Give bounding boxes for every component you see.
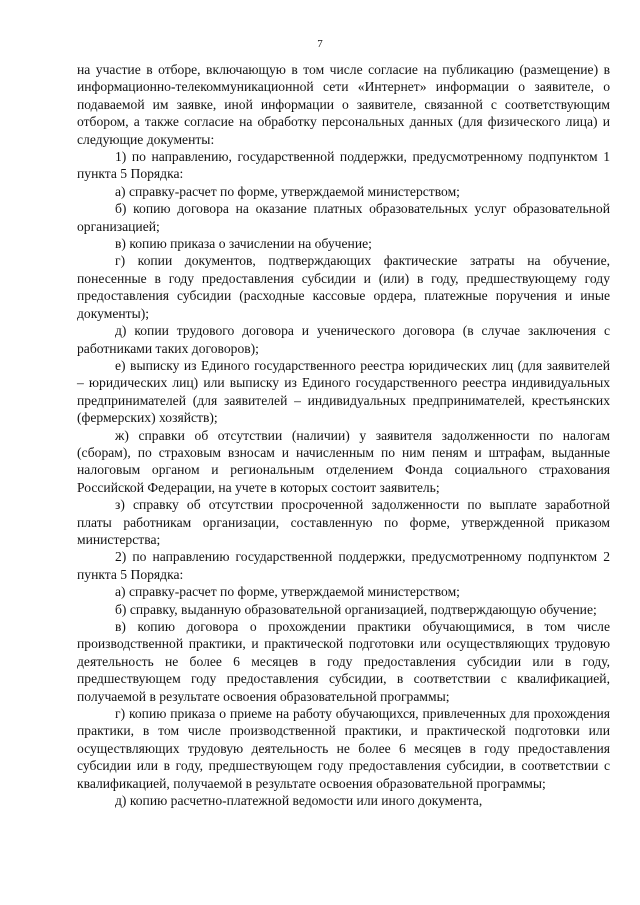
paragraph-1a-calculation: а) справку-расчет по форме, утверждаемой министерством;: [115, 183, 460, 199]
paragraph-1v-enrollment-order: в) копию приказа о зачислении на обучение;: [115, 236, 372, 252]
paragraph-consent-continuation: на участие в отборе, включающую в том числе согласие на публикацию (размещение) в информационно-телекоммуникационной сети «Интернет» информации о заявителе, о подаваемой им заявке, иной информации о заявителе, связанной с соответствующим отбором, а также согласие на обработку персональных данных (для физического лица) и следующие документы:: [77, 62, 610, 147]
paragraph-2b-education-certificate: б) справку, выданную образовательной организацией, подтверждающую обучение;: [115, 601, 597, 617]
paragraph-direction-2: 2) по направлению государственной поддержки, предусмотренному подпунктом 2 пункта 5 Порядка:: [77, 549, 610, 582]
paragraph-2a-calculation: а) справку-расчет по форме, утверждаемой министерством;: [115, 584, 460, 600]
paragraph-1e-registry-extract: е) выписку из Единого государственного реестра юридических лиц (для заявителей – юридических лиц) или выписку из Единого государственного реестра индивидуальных предпринимателей (для заявителей – индивидуальных предпринимателей, крестьянских (фермерских) хозяйств);: [77, 357, 610, 426]
paragraph-1z-salary-arrears: з) справку об отсутствии просроченной задолженности по выплате заработной платы работникам организации, составленную по форме, утвержденной приказом министерства;: [77, 497, 610, 547]
paragraph-2v-practice-contract: в) копию договора о прохождении практики обучающимися, в том числе производственной практики, и практической подготовки или осуществляющих трудовую деятельность не более 6 месяцев в году предоставления субсидии или в году, предшествующем году предоставления субсидии, в соответствии с квалификацией, получаемой в результате освоения образовательной программы;: [77, 619, 610, 704]
document-body: [77, 61, 610, 809]
paragraph-2d-payroll-copy: д) копию расчетно-платежной ведомости или иного документа,: [115, 793, 483, 809]
paragraph-1zh-tax-certificates: ж) справки об отсутствии (наличии) у заявителя задолженности по налогам (сборам), по страховым взносам и начисленным по ним пеням и штрафам, выданные налоговым органом и региональным отделением Фонда социального страхования Российской Федерации, на учете в которых состоит заявитель;: [77, 427, 610, 495]
paragraph-2g-hiring-order: г) копию приказа о приеме на работу обучающихся, привлеченных для прохождения практики, в том числе производственной практики, и практической подготовки или осуществляющих трудовую деятельность не более 6 месяцев в году предоставления субсидии или в году, предшествующем году предоставления субсидии, в соответствии с квалификацией, получаемой в результате освоения образовательной программы;: [77, 706, 610, 791]
paragraph-1d-labor-contracts: д) копии трудового договора и ученического договора (в случае заключения с работниками таких договоров);: [77, 323, 610, 356]
paragraph-1g-expense-documents: г) копии документов, подтверждающих фактические затраты на обучение, понесенные в году предоставления субсидии и (или) в году, предшествующему году предоставления субсидии (расходные кассовые ордера, платежные поручения и иные документы);: [77, 253, 610, 321]
paragraph-direction-1: 1) по направлению, государственной поддержки, предусмотренному подпунктом 1 пункта 5 Порядка:: [77, 149, 610, 182]
page-number: 7: [317, 38, 323, 50]
paragraph-1b-contract-copy: б) копию договора на оказание платных образовательных услуг образовательной организацией;: [77, 201, 610, 234]
